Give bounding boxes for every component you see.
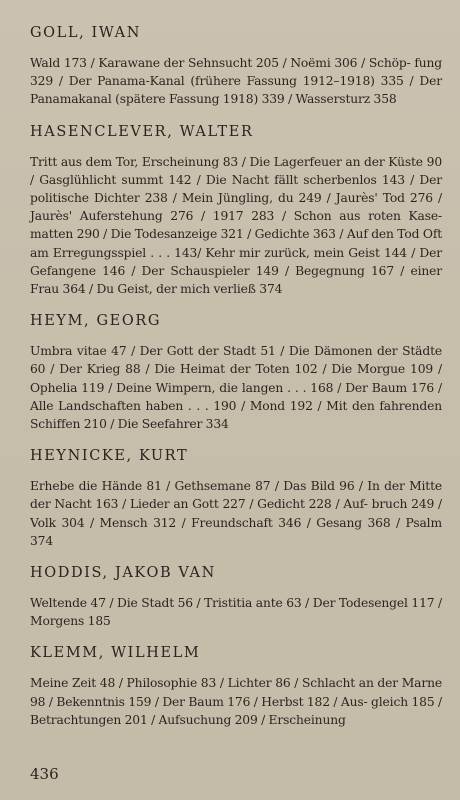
entry-line: Tritt aus dem Tor, Erscheinung 83 / Die Lagerfeuer an der Küste bbox=[30, 154, 423, 169]
poem-entries bbox=[30, 594, 442, 630]
entry-line: Umbra vitae 47 / Der Gott der Stadt 51 / Die Dämonen der Städte bbox=[30, 344, 442, 359]
author-heading: HODDIS, JAKOB VAN bbox=[30, 565, 216, 582]
author-heading: HEYM, GEORG bbox=[30, 313, 162, 330]
entry-line: 368 / Psalm 374 bbox=[30, 515, 442, 548]
author-heading: HEYNICKE, KURT bbox=[30, 448, 189, 465]
entry-line: Weltende 47 / Die Stadt 56 / Tristitia ante 63 / Der Todesengel bbox=[30, 596, 408, 611]
entry-line: Marne 98 / Bekenntnis 159 / Der Baum 176 / Herbst 182 / Aus- bbox=[30, 676, 442, 709]
author-section bbox=[30, 447, 442, 550]
entry-line: 60 / Der Krieg 88 / Die Heimat der Toten 102 / Die Morgue bbox=[30, 362, 406, 377]
author-section bbox=[30, 24, 442, 109]
entry-line: Oft am Erregungsspiel . . . 143/ Kehr mir zurück, mein Geist 144 / bbox=[30, 227, 443, 260]
poem-entries bbox=[30, 153, 442, 299]
entry-line: Mitte der Nacht 163 / Lieder an Gott 227 / Gedicht 228 / Auf- bbox=[30, 479, 442, 512]
entry-line: Der politische Dichter 238 / Mein Jüngling, du 249 / Jaurès' Tod bbox=[30, 172, 442, 206]
entry-line: matten 290 / Die Todesanzeige 321 / Gedichte 363 / Auf den Tod bbox=[30, 227, 420, 242]
entry-line: gleich 185 / Betrachtungen 201 / Aufsuchung 209 / Erscheinung bbox=[30, 694, 442, 727]
entry-line: Baum 176 / Alle Landschaften haben . . . 190 / Mond 192 / Mit bbox=[30, 380, 442, 413]
author-section bbox=[30, 564, 442, 630]
entry-line: 117 / Morgens 185 bbox=[30, 596, 442, 629]
entry-line: Meine Zeit 48 / Philosophie 83 / Lichter 86 / Schlacht an der bbox=[30, 676, 399, 691]
entry-line: 109 / Ophelia 119 / Deine Wimpern, die langen . . . 168 / Der bbox=[30, 362, 442, 395]
author-section bbox=[30, 312, 442, 433]
author-section bbox=[30, 123, 442, 299]
entry-line: 276 / Jaurès' Auferstehung 276 / 1917 283 / Schon aus roten Kase- bbox=[30, 191, 442, 224]
poem-entries bbox=[30, 342, 442, 433]
author-heading: GOLL, IWAN bbox=[30, 25, 142, 41]
author-heading: HASENCLEVER, WALTER bbox=[30, 123, 254, 140]
entry-line: Der Panamakanal (spätere Fassung 1918) 339 / Wassersturz 358 bbox=[30, 74, 442, 107]
poem-entries bbox=[30, 54, 442, 109]
author-section bbox=[30, 644, 442, 729]
entry-line: einer Frau 364 / Du Geist, der mich verließ 374 bbox=[30, 263, 442, 297]
poem-entries bbox=[30, 674, 442, 729]
entry-line: Wald 173 / Karawane der Sehnsucht 205 / Noëmi 306 / Schöp- bbox=[30, 56, 411, 70]
entry-line: fung 329 / Der Panama-Kanal (frühere Fassung 1912–1918) 335 / bbox=[30, 56, 442, 89]
entry-line: Erhebe die Hände 81 / Gethsemane 87 / Das Bild 96 / In der bbox=[30, 479, 405, 494]
entry-line: bruch 249 / Volk 304 / Mensch 312 / Freundschaft 346 / Gesang bbox=[30, 497, 442, 530]
author-heading: KLEMM, WILHELM bbox=[30, 645, 201, 662]
index-content bbox=[30, 24, 442, 743]
poem-entries bbox=[30, 477, 442, 550]
entry-line: 90 / Gasglühlicht summt 142 / Die Nacht fällt scherbenlos 143 / bbox=[30, 154, 442, 187]
entry-line: den fahrenden Schiffen 210 / Die Seefahrer 334 bbox=[30, 398, 442, 432]
author-index-list bbox=[30, 24, 442, 729]
entry-line: Der Gefangene 146 / Der Schauspieler 149 / Begegnung 167 / bbox=[30, 245, 442, 278]
page-number: 436 bbox=[30, 765, 59, 783]
